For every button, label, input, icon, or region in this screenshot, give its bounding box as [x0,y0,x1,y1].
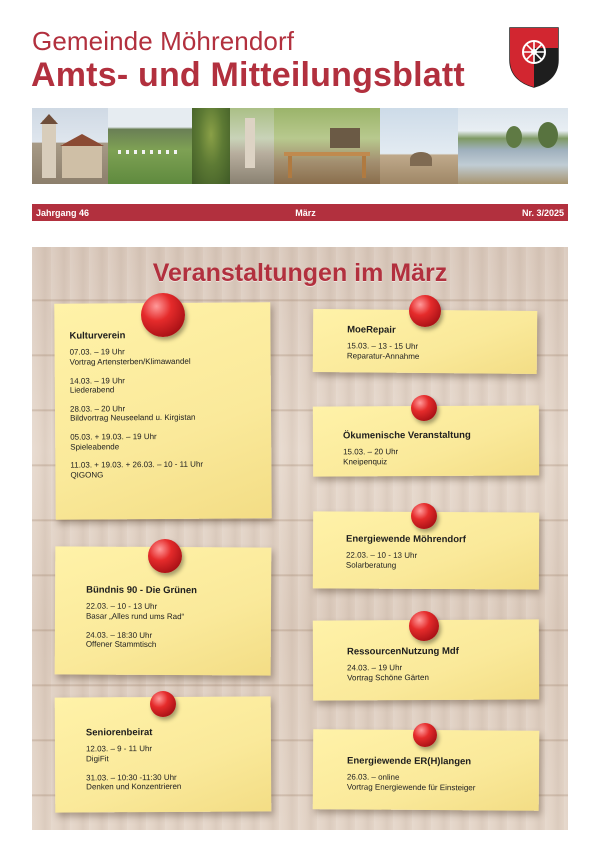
photo-church-tower [32,108,108,184]
event-board [32,247,568,830]
event-text: Reparatur-Annahme [346,351,420,361]
photo-bench [274,108,380,184]
event-date: 24.03. – 18:30 Uhr [85,630,153,640]
note-title: Energiewende ER(H)langen [347,755,472,768]
note-title: MoeRepair [347,324,396,336]
event-text: Vortrag Artensterben/Klimawandel [69,356,191,367]
event-date: 15.03. – 20 Uhr [343,447,399,457]
pushpin-icon [409,611,439,641]
board-title: Veranstaltungen im März [152,259,448,287]
photo-village-church [230,108,274,184]
photo-strip [32,108,568,184]
event-text: Spieleabende [70,441,120,452]
note-title: Seniorenbeirat [85,727,153,739]
event-date: 07.03. – 19 Uhr [69,347,125,358]
note-title: Energiewende Möhrendorf [346,533,466,546]
event-date: 22.03. – 10 - 13 Uhr [345,550,418,561]
photo-meadow [108,108,192,184]
event-text: Kneipenquiz [343,457,388,467]
pushpin-icon [148,539,182,573]
event-text: DigiFit [85,754,109,764]
event-date: 22.03. – 10 - 13 Uhr [85,601,158,612]
event-text: Denken und Konzentrieren [86,782,182,792]
volume-label: Jahrgang 46 [36,207,90,218]
pushpin-icon [141,293,185,337]
coat-of-arms-icon [508,26,560,88]
event-text: Offener Stammtisch [85,639,157,650]
photo-sky-building [380,108,458,184]
pushpin-icon [413,723,437,747]
municipality-name: Gemeinde Möhrendorf [32,26,295,56]
photo-tree [192,108,230,184]
note-title: Bündnis 90 - Die Grünen [86,584,197,597]
event-date: 31.03. – 10:30 -11:30 Uhr [86,772,177,782]
month-label: März [295,207,316,218]
event-text: Vortrag Schöne Gärten [347,672,429,683]
event-date: 24.03. – 19 Uhr [347,663,403,673]
event-date: 11.03. + 19.03. + 26.03. – 10 - 11 Uhr [70,459,204,470]
event-text: Liederabend [69,385,115,395]
note-title: RessourcenNutzung Mdf [346,645,459,658]
pushpin-icon [409,295,441,327]
pushpin-icon [150,691,176,717]
pushpin-icon [411,395,437,421]
note-title: Ökumenische Veranstaltung [342,429,471,442]
event-text: Bildvortrag Neuseeland u. Kirgistan [70,413,196,424]
event-text: Vortrag Energiewende für Einsteiger [346,782,476,793]
event-text: Basar „Alles rund ums Rad“ [85,611,185,622]
event-date: 05.03. + 19.03. – 19 Uhr [70,431,157,442]
event-date: 14.03. – 19 Uhr [69,375,125,386]
event-date: 15.03. – 13 - 15 Uhr [346,341,419,352]
pushpin-icon [411,503,437,529]
event-date: 26.03. – online [346,772,400,783]
event-date: 12.03. – 9 - 11 Uhr [85,744,153,754]
event-text: Solarberatung [345,560,397,570]
issue-label: Nr. 3/2025 [521,207,564,218]
publication-title: Amts- und Mitteilungsblatt [31,56,465,94]
issue-info-bar [32,204,568,221]
note-title: Kulturverein [69,330,126,342]
event-text: QIGONG [70,470,104,480]
event-date: 28.03. – 20 Uhr [69,404,126,414]
photo-pond [458,108,568,184]
